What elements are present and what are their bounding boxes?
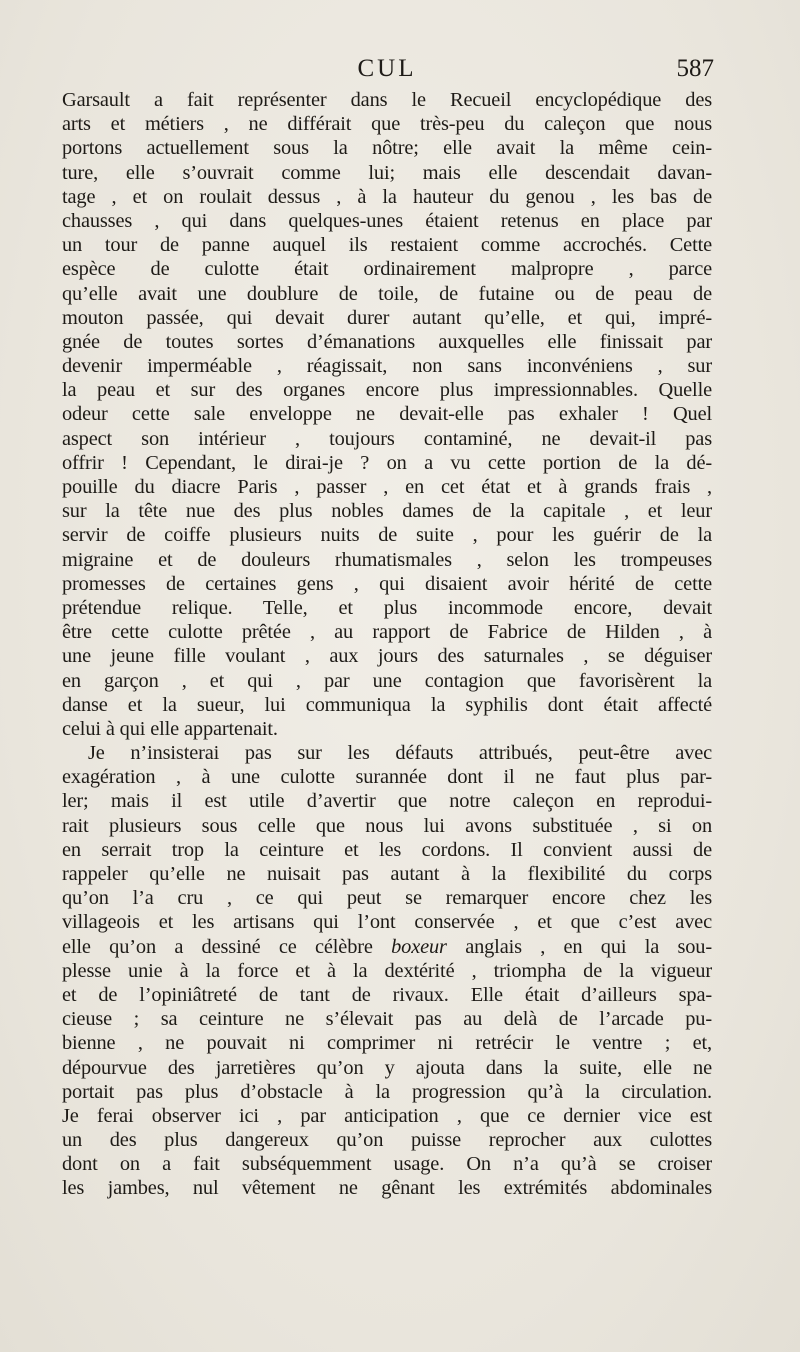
text-line: dépourvue des jarretières qu’on y ajouta dans la suite, elle ne: [62, 1056, 712, 1079]
text-line: portons actuellement sous la nôtre; elle avait la même cein-: [62, 137, 712, 160]
text-line: prétendue relique. Telle, et plus incommode encore, devait: [62, 596, 712, 619]
text-line: en garçon , et qui , par une contagion que favorisèrent la: [62, 669, 712, 692]
text-line: Garsault a fait représenter dans le Recueil encyclopédique des: [62, 89, 712, 111]
text-line: chausses , qui dans quelques-unes étaient retenus en place par: [62, 209, 712, 232]
text-line: mouton passée, qui devait durer autant qu’elle, et qui, impré-: [62, 306, 712, 329]
text-segment: elle qu’on a dessiné ce célèbre: [62, 935, 392, 958]
text-line: migraine et de douleurs rhumatismales , selon les trompeuses: [62, 548, 712, 571]
paragraph-2: [62, 741, 712, 1201]
text-line: ture, elle s’ouvrait comme lui; mais elle descendait davan-: [62, 161, 712, 184]
text-line: portait pas plus d’obstacle à la progression qu’à la circulation.: [62, 1080, 712, 1103]
text-line: pouille du diacre Paris , passer , en cet état et à grands frais ,: [62, 476, 712, 498]
text-line: tage , et on roulait dessus , à la hauteur du genou , les bas de: [62, 185, 712, 208]
text-line: cieuse ; sa ceinture ne s’élevait pas au delà de l’arcade pu-: [62, 1008, 712, 1031]
text-line-with-italic: [62, 935, 712, 959]
text-line: aspect son intérieur , toujours contaminé, ne devait-il pas: [62, 427, 712, 450]
text-segment: anglais , en qui la sou-: [446, 935, 712, 958]
text-line: arts et métiers , ne différait que très-peu du caleçon que nous: [62, 113, 712, 136]
text-line: exagération , à une culotte surannée dont il ne faut plus par-: [62, 766, 712, 789]
text-line: dont on a fait subséquemment usage. On n’a qu’à se croiser: [62, 1153, 712, 1176]
text-line: gnée de toutes sortes d’émanations auxquelles elle finissait par: [62, 330, 712, 353]
body-text: [62, 88, 712, 1201]
text-line: Je n’insisterai pas sur les défauts attribués, peut-être avec: [88, 742, 712, 765]
text-line: la peau et sur des organes encore plus impressionnables. Quelle: [62, 379, 712, 402]
text-line: qu’on l’a cru , ce qui peut se remarquer encore chez les: [62, 887, 712, 910]
text-line: sur la tête nue des plus nobles dames de la capitale , et leur: [62, 500, 712, 523]
text-line: odeur cette sale enveloppe ne devait-elle pas exhaler ! Quel: [62, 403, 712, 426]
text-line: bienne , ne pouvait ni comprimer ni retrécir le ventre ; et,: [62, 1032, 712, 1055]
text-line: être cette culotte prêtée , au rapport de Fabrice de Hilden , à: [62, 621, 712, 644]
paragraph-1: [62, 88, 712, 741]
text-line: danse et la sueur, lui communiqua la syphilis dont était affecté: [62, 693, 712, 716]
text-line: rait plusieurs sous celle que nous lui avons substituée , si on: [62, 814, 712, 837]
text-line: plesse unie à la force et à la dextérité , triompha de la vigueur: [62, 959, 712, 982]
italic-word: boxeur: [391, 935, 447, 958]
text-line: servir de coiffe plusieurs nuits de suite , pour les guérir de la: [62, 524, 712, 547]
text-line: rappeler qu’elle ne nuisait pas autant à la flexibilité du corps: [62, 863, 712, 885]
text-line: offrir ! Cependant, le dirai-je ? on a vu cette portion de la dé-: [62, 451, 712, 474]
text-line: qu’elle avait une doublure de toile, de futaine ou de peau de: [62, 282, 712, 305]
running-head: CUL: [357, 55, 417, 82]
text-line: une jeune fille voulant , aux jours des saturnales , se déguiser: [62, 645, 712, 668]
text-line: un des plus dangereux qu’on puisse reprocher aux culottes: [62, 1129, 712, 1152]
page-number: 587: [676, 55, 714, 82]
text-line: villageois et les artisans qui l’ont conservée , et que c’est avec: [62, 911, 712, 934]
text-line: et de l’opiniâtreté de tant de rivaux. Elle était d’ailleurs spa-: [62, 983, 712, 1006]
text-line: un tour de panne auquel ils restaient comme accrochés. Cette: [62, 234, 712, 257]
text-line: les jambes, nul vêtement ne gênant les extrémités abdominales: [62, 1177, 712, 1200]
text-line: ler; mais il est utile d’avertir que notre caleçon en reprodui-: [62, 790, 712, 813]
text-line: promesses de certaines gens , qui disaient avoir hérité de cette: [62, 572, 712, 595]
text-line: devenir imperméable , réagissait, non sans inconvéniens , sur: [62, 355, 712, 378]
text-line: Je ferai observer ici , par anticipation , que ce dernier vice est: [62, 1104, 712, 1127]
text-line: espèce de culotte était ordinairement malpropre , parce: [62, 258, 712, 281]
page-header: [62, 52, 712, 86]
text-line: en serrait trop la ceinture et les cordons. Il convient aussi de: [62, 838, 712, 861]
text-line: celui à qui elle appartenait.: [62, 717, 278, 740]
